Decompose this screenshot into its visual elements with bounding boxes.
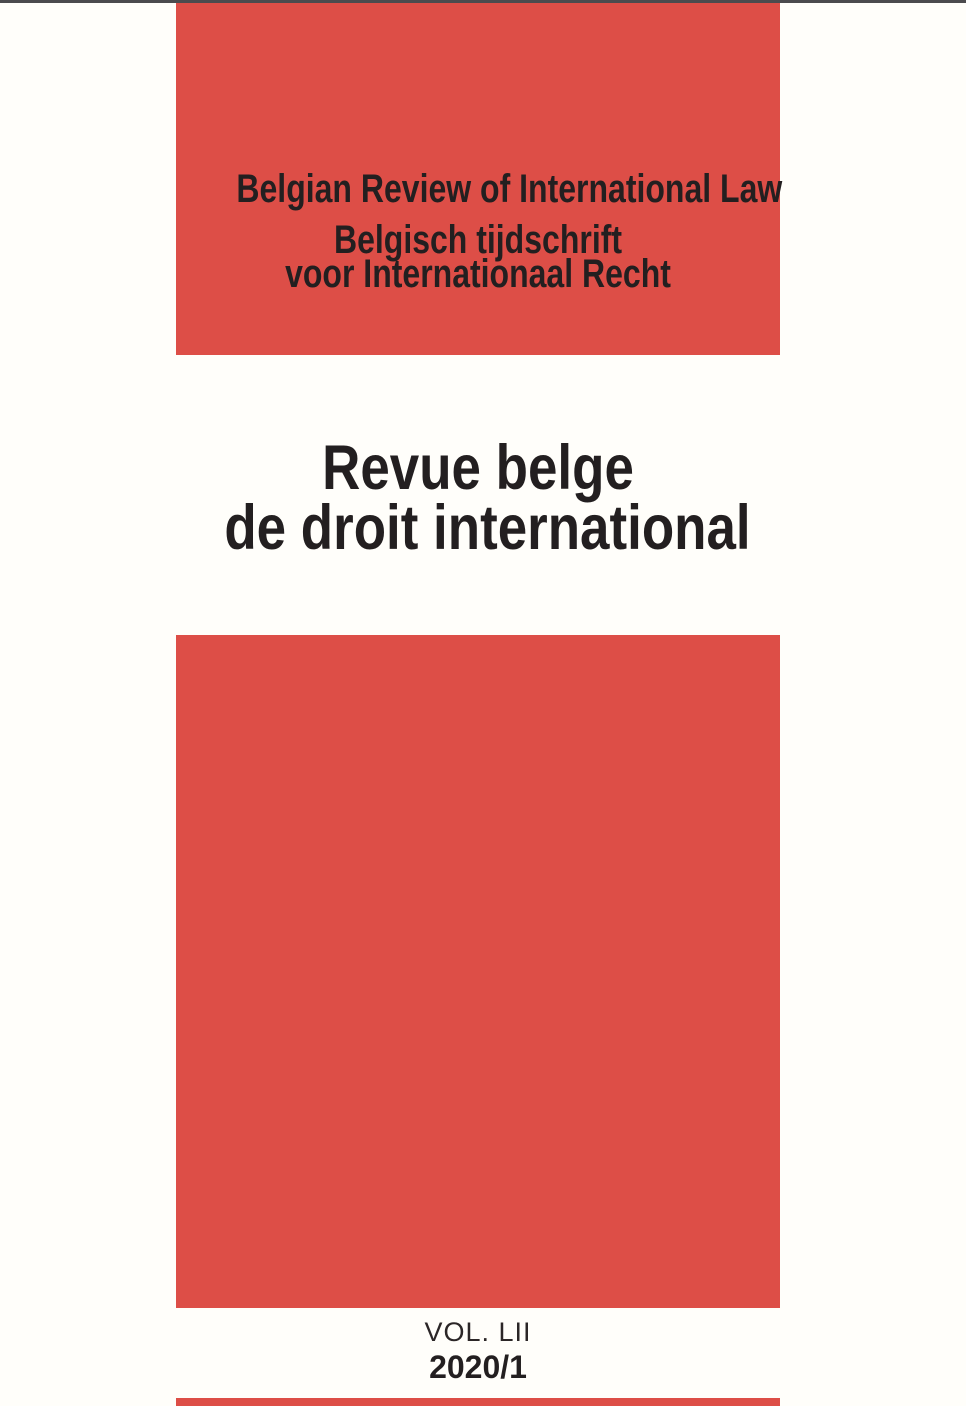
next-panel-red-strip — [176, 1398, 780, 1406]
volume-label: VOL. LII — [424, 1317, 532, 1347]
masthead-line-english: Belgian Review of International Law — [236, 167, 783, 211]
masthead-panel — [176, 3, 783, 355]
journal-title-line-1: Revue belge — [322, 433, 634, 503]
masthead-line-dutch-2: voor Internationaal Recht — [285, 252, 671, 296]
cover-red-panel — [176, 635, 780, 1308]
journal-title — [176, 433, 780, 563]
masthead-line-dutch-1: Belgisch tijdschrift — [333, 218, 623, 262]
issue-number: 2020/1 — [429, 1349, 527, 1385]
journal-title-line-2: de droit international — [224, 493, 751, 563]
